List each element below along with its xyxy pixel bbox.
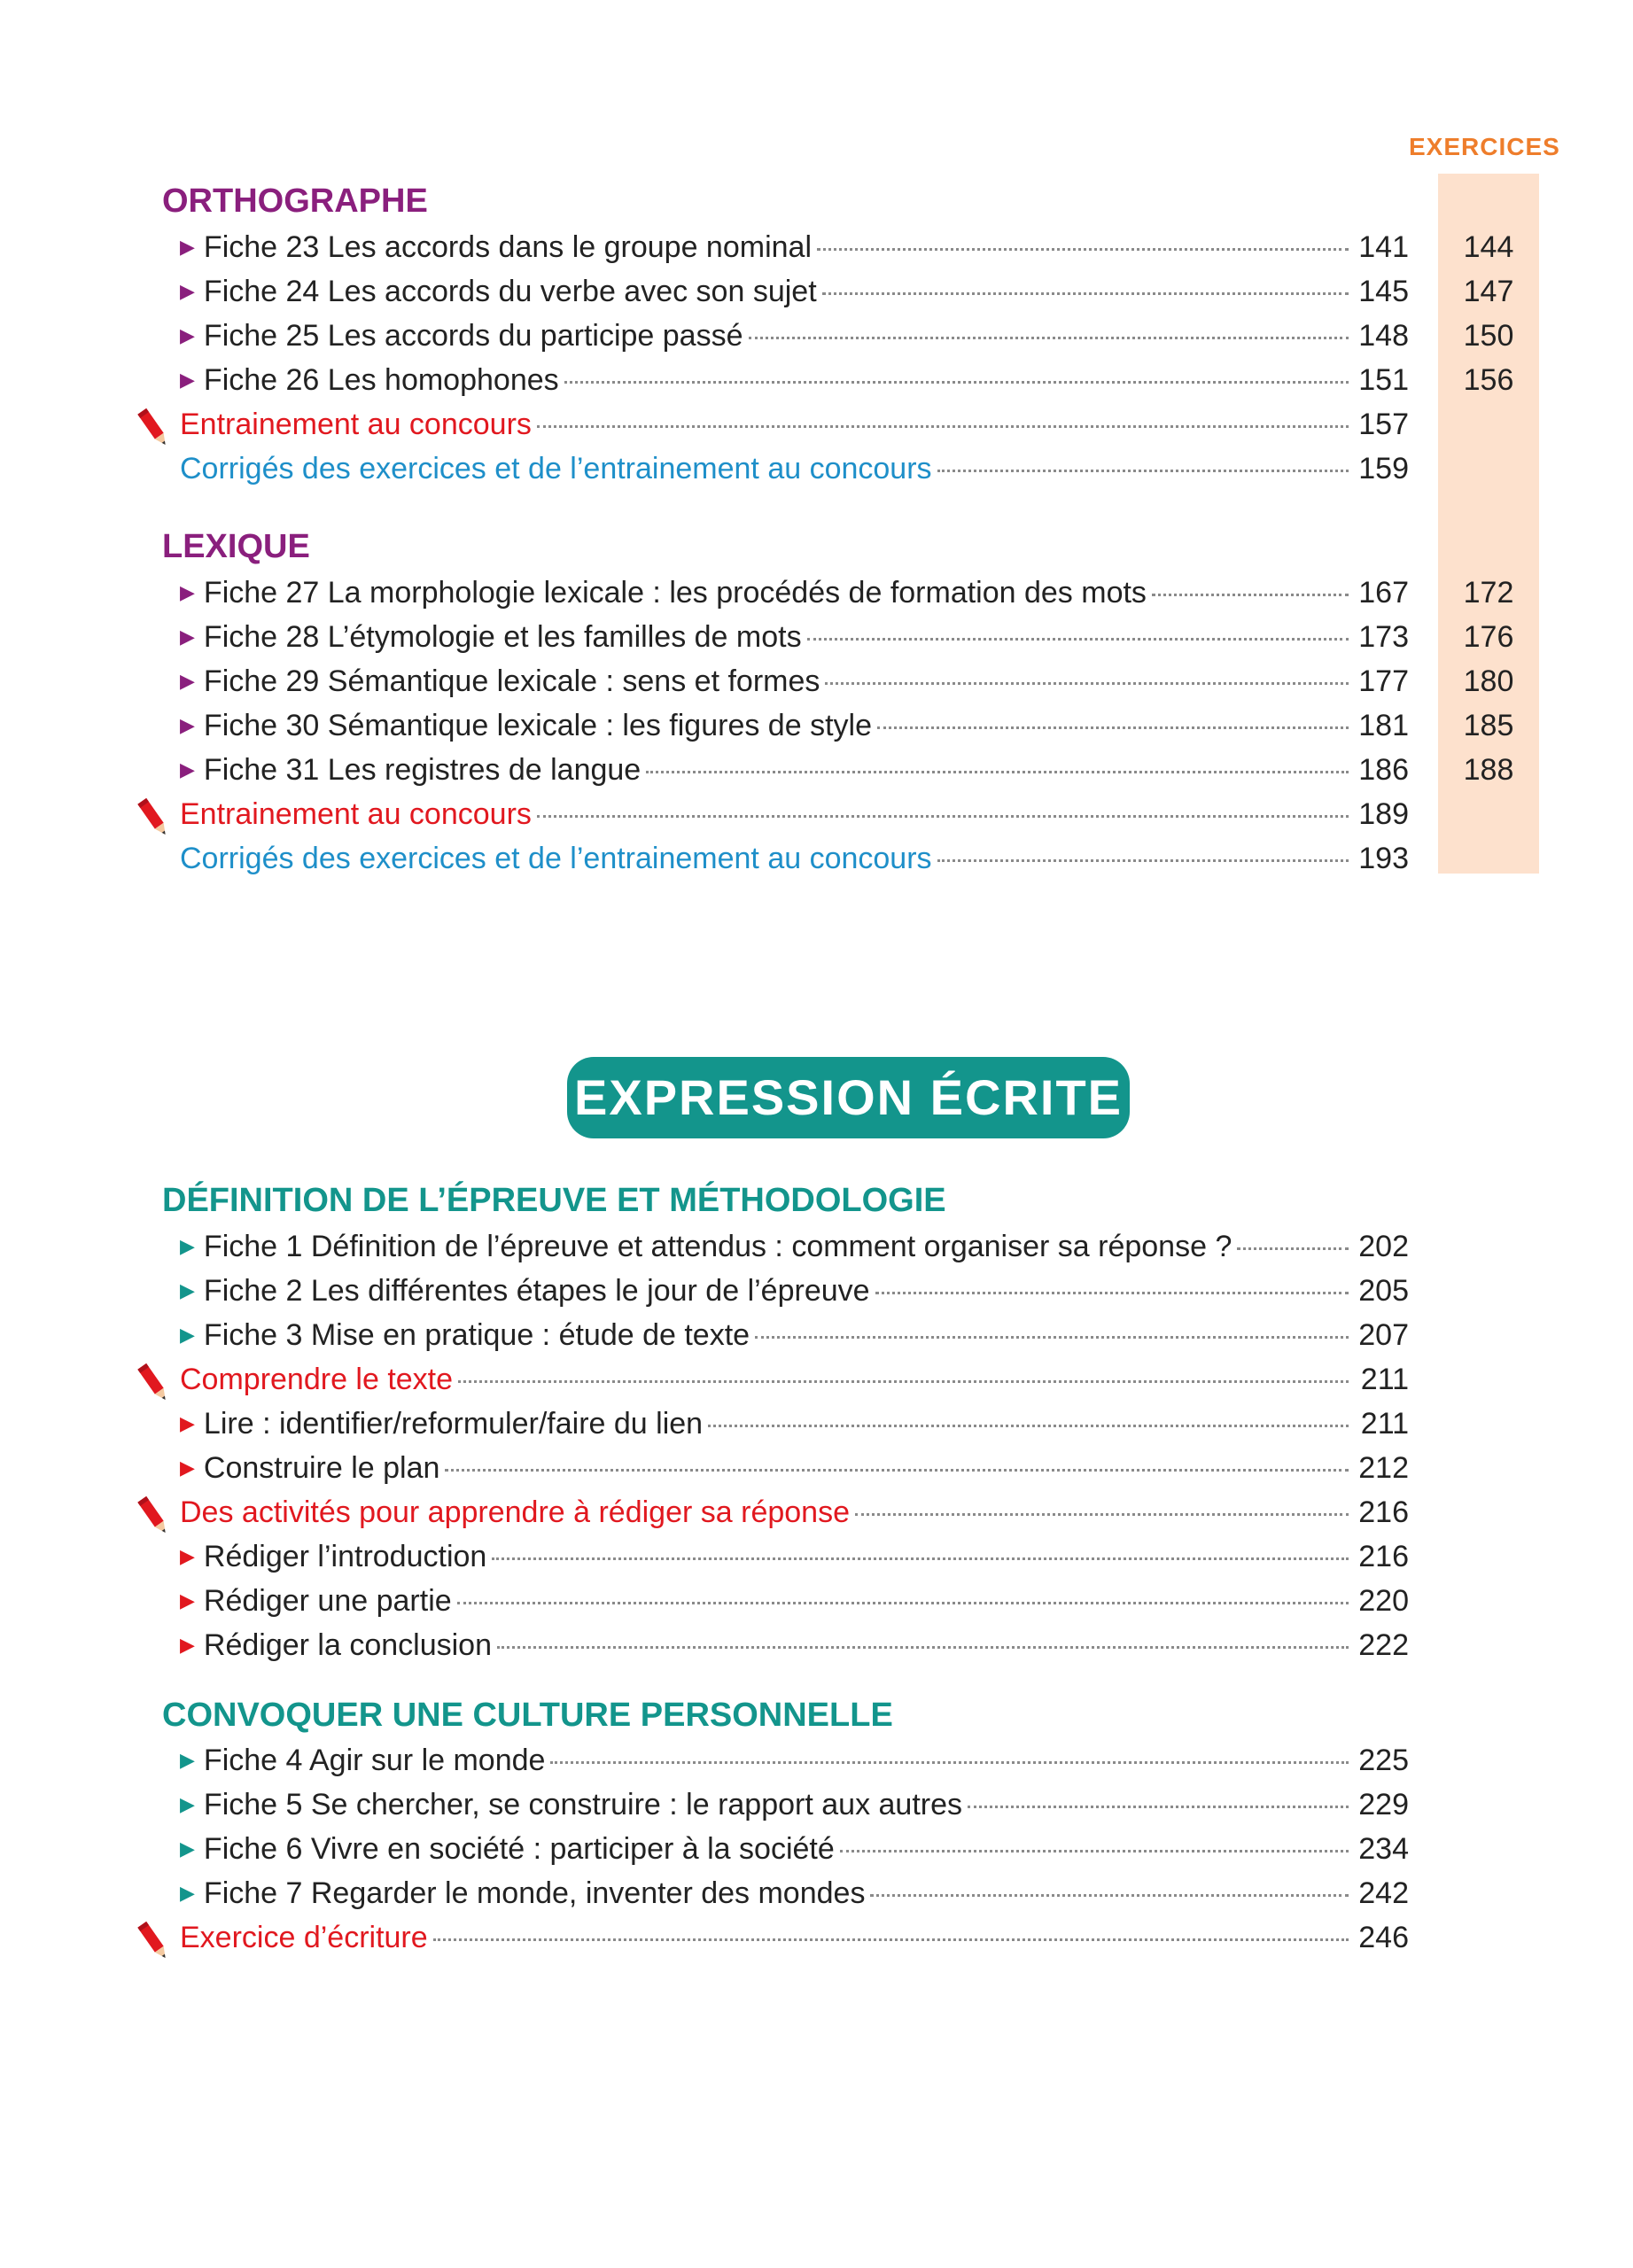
toc-row[interactable] <box>151 319 1514 363</box>
triangle-right-icon: ▶ <box>180 1279 195 1301</box>
page-number: 202 <box>1358 1230 1409 1263</box>
dot-leader <box>870 1894 1349 1897</box>
toc-label: Fiche 26 Les homophones <box>203 363 559 397</box>
toc-label: Fiche 7 Regarder le monde, inventer des mondes <box>203 1876 866 1910</box>
page-number: 216 <box>1358 1495 1409 1529</box>
exercise-page-number: 188 <box>1463 753 1514 787</box>
toc-label: Fiche 3 Mise en pratique : étude de texte <box>203 1318 750 1352</box>
toc-row[interactable] <box>151 620 1514 664</box>
page-number: 145 <box>1358 275 1409 308</box>
page-number: 212 <box>1358 1451 1409 1485</box>
toc-row[interactable] <box>151 363 1514 408</box>
toc-row[interactable] <box>151 1628 1409 1673</box>
section-title-culture: CONVOQUER UNE CULTURE PERSONNELLE <box>162 1697 893 1734</box>
pencil-icon <box>135 1494 174 1540</box>
expression-ecrite-banner: EXPRESSION ÉCRITE <box>567 1057 1130 1138</box>
section-title-lexique: LEXIQUE <box>162 528 310 565</box>
dot-leader <box>564 381 1349 384</box>
dot-leader <box>537 815 1349 818</box>
toc-row-corrections[interactable] <box>151 452 1409 496</box>
toc-row[interactable] <box>151 664 1514 709</box>
dot-leader <box>749 337 1349 339</box>
triangle-right-icon: ▶ <box>180 1749 195 1771</box>
pencil-icon <box>135 796 174 842</box>
triangle-right-icon: ▶ <box>180 1545 195 1567</box>
toc-label: Fiche 29 Sémantique lexicale : sens et formes <box>203 664 820 698</box>
exercise-page-number: 150 <box>1463 319 1514 353</box>
toc-row[interactable] <box>151 1451 1409 1495</box>
toc-label: Exercice d’écriture <box>180 1921 428 1954</box>
exercise-page-number: 176 <box>1463 620 1514 654</box>
toc-row[interactable] <box>151 1832 1409 1876</box>
pencil-icon <box>135 1919 174 1965</box>
triangle-right-icon: ▶ <box>180 714 195 736</box>
triangle-right-icon: ▶ <box>180 1324 195 1346</box>
pencil-icon <box>135 406 174 452</box>
dot-leader <box>458 1380 1349 1383</box>
dot-leader <box>755 1336 1349 1339</box>
exercise-page-number: 180 <box>1463 664 1514 698</box>
toc-row[interactable] <box>151 1876 1409 1921</box>
toc-row[interactable] <box>151 1584 1409 1628</box>
toc-row[interactable] <box>151 753 1514 797</box>
toc-row-comprendre[interactable] <box>151 1363 1409 1407</box>
page-number: 242 <box>1358 1876 1409 1910</box>
toc-row-activites[interactable] <box>151 1495 1409 1540</box>
page-number: 229 <box>1358 1788 1409 1821</box>
dot-leader <box>807 638 1349 641</box>
dot-leader <box>445 1469 1349 1472</box>
toc-label: Lire : identifier/reformuler/faire du lien <box>203 1407 704 1441</box>
page-number: 211 <box>1360 1407 1409 1441</box>
page-number: 207 <box>1358 1318 1409 1352</box>
toc-label: Fiche 24 Les accords du verbe avec son sujet <box>203 275 817 308</box>
triangle-right-icon: ▶ <box>180 280 195 302</box>
toc-label: Fiche 25 Les accords du participe passé <box>203 319 743 353</box>
toc-row[interactable] <box>151 1407 1409 1451</box>
page-number: 157 <box>1358 408 1409 441</box>
dot-leader <box>875 1292 1349 1294</box>
toc-row[interactable] <box>151 1540 1409 1584</box>
toc-row[interactable] <box>151 275 1514 319</box>
page-number: 189 <box>1358 797 1409 831</box>
toc-label: Des activités pour apprendre à rédiger sa réponse <box>180 1495 850 1529</box>
toc-label: Fiche 2 Les différentes étapes le jour de l’épreuve <box>203 1274 870 1308</box>
toc-label: Fiche 27 La morphologie lexicale : les procédés de formation des mots <box>203 576 1147 610</box>
toc-row[interactable] <box>151 1274 1409 1318</box>
exercise-page-number: 185 <box>1463 709 1514 742</box>
page-number: 193 <box>1358 842 1409 875</box>
triangle-right-icon: ▶ <box>180 1456 195 1479</box>
dot-leader <box>825 682 1349 685</box>
page-number: 220 <box>1358 1584 1409 1618</box>
dot-leader <box>817 248 1349 251</box>
toc-label: Rédiger la conclusion <box>203 1628 492 1662</box>
toc-row[interactable] <box>151 230 1514 275</box>
toc-row-writing[interactable] <box>151 1921 1409 1965</box>
page-number: 205 <box>1358 1274 1409 1308</box>
page-number: 246 <box>1358 1921 1409 1954</box>
dot-leader <box>937 470 1349 472</box>
pencil-icon <box>135 1361 174 1407</box>
toc-label: Rédiger l’introduction <box>203 1540 487 1573</box>
page-number: 141 <box>1358 230 1409 264</box>
page-number: 167 <box>1358 576 1409 610</box>
page-number: 222 <box>1358 1628 1409 1662</box>
dot-leader <box>537 425 1349 428</box>
toc-label: Fiche 23 Les accords dans le groupe nominal <box>203 230 812 264</box>
dot-leader <box>877 726 1349 729</box>
toc-label: Entrainement au concours <box>180 408 532 441</box>
triangle-right-icon: ▶ <box>180 369 195 391</box>
triangle-right-icon: ▶ <box>180 758 195 781</box>
page-number: 216 <box>1358 1540 1409 1573</box>
triangle-right-icon: ▶ <box>180 1412 195 1434</box>
page-number: 211 <box>1360 1363 1409 1396</box>
page-number: 177 <box>1358 664 1409 698</box>
exercise-page-number: 156 <box>1463 363 1514 397</box>
toc-row[interactable] <box>151 576 1514 620</box>
triangle-right-icon: ▶ <box>180 1235 195 1257</box>
dot-leader <box>708 1425 1349 1427</box>
dot-leader <box>937 859 1349 862</box>
toc-row-corrections[interactable] <box>151 842 1409 886</box>
page-number: 159 <box>1358 452 1409 485</box>
toc-label: Corrigés des exercices et de l’entrainement au concours <box>180 452 932 485</box>
dot-leader <box>550 1761 1349 1764</box>
dot-leader <box>855 1513 1349 1516</box>
toc-row-training[interactable] <box>151 408 1409 452</box>
triangle-right-icon: ▶ <box>180 1882 195 1904</box>
page-number: 173 <box>1358 620 1409 654</box>
toc-row[interactable] <box>151 1744 1409 1788</box>
triangle-right-icon: ▶ <box>180 1793 195 1815</box>
exercise-page-number: 144 <box>1463 230 1514 264</box>
triangle-right-icon: ▶ <box>180 1837 195 1860</box>
exercise-page-number: 147 <box>1463 275 1514 308</box>
toc-label: Fiche 1 Définition de l’épreuve et attendus : comment organiser sa réponse ? <box>203 1230 1233 1263</box>
dot-leader <box>457 1602 1349 1604</box>
toc-label: Fiche 5 Se chercher, se construire : le rapport aux autres <box>203 1788 963 1821</box>
page-number: 151 <box>1358 363 1409 397</box>
toc-label: Fiche 31 Les registres de langue <box>203 753 642 787</box>
page-number: 148 <box>1358 319 1409 353</box>
triangle-right-icon: ▶ <box>180 324 195 346</box>
toc-label: Fiche 30 Sémantique lexicale : les figures de style <box>203 709 872 742</box>
page-number: 186 <box>1358 753 1409 787</box>
dot-leader <box>492 1557 1349 1560</box>
page-number: 234 <box>1358 1832 1409 1866</box>
exercices-header: EXERCICES <box>1409 133 1560 160</box>
toc-label: Fiche 28 L’étymologie et les familles de mots <box>203 620 802 654</box>
toc-label: Construire le plan <box>203 1451 440 1485</box>
triangle-right-icon: ▶ <box>180 670 195 692</box>
page-number: 225 <box>1358 1744 1409 1777</box>
triangle-right-icon: ▶ <box>180 625 195 648</box>
triangle-right-icon: ▶ <box>180 236 195 258</box>
section-title-definition: DÉFINITION DE L’ÉPREUVE ET MÉTHODOLOGIE <box>162 1182 946 1219</box>
toc-label: Fiche 4 Agir sur le monde <box>203 1744 546 1777</box>
toc-row[interactable] <box>151 1318 1409 1363</box>
dot-leader <box>497 1646 1349 1649</box>
dot-leader <box>433 1938 1349 1941</box>
toc-row[interactable] <box>151 1788 1409 1832</box>
dot-leader <box>646 771 1349 773</box>
triangle-right-icon: ▶ <box>180 1634 195 1656</box>
dot-leader <box>840 1850 1349 1852</box>
toc-row-training[interactable] <box>151 797 1409 842</box>
toc-label: Fiche 6 Vivre en société : participer à la société <box>203 1832 835 1866</box>
toc-label: Rédiger une partie <box>203 1584 452 1618</box>
toc-row[interactable] <box>151 709 1514 753</box>
exercise-page-number: 172 <box>1463 576 1514 610</box>
triangle-right-icon: ▶ <box>180 1589 195 1612</box>
toc-label: Corrigés des exercices et de l’entrainement au concours <box>180 842 932 875</box>
dot-leader <box>1237 1247 1349 1250</box>
page-number: 181 <box>1358 709 1409 742</box>
dot-leader <box>1152 594 1349 596</box>
toc-label: Comprendre le texte <box>180 1363 454 1396</box>
section-title-orthographe: ORTHOGRAPHE <box>162 183 428 220</box>
toc-label: Entrainement au concours <box>180 797 532 831</box>
dot-leader <box>822 292 1349 295</box>
toc-row[interactable] <box>151 1230 1409 1274</box>
triangle-right-icon: ▶ <box>180 581 195 603</box>
dot-leader <box>968 1806 1349 1808</box>
